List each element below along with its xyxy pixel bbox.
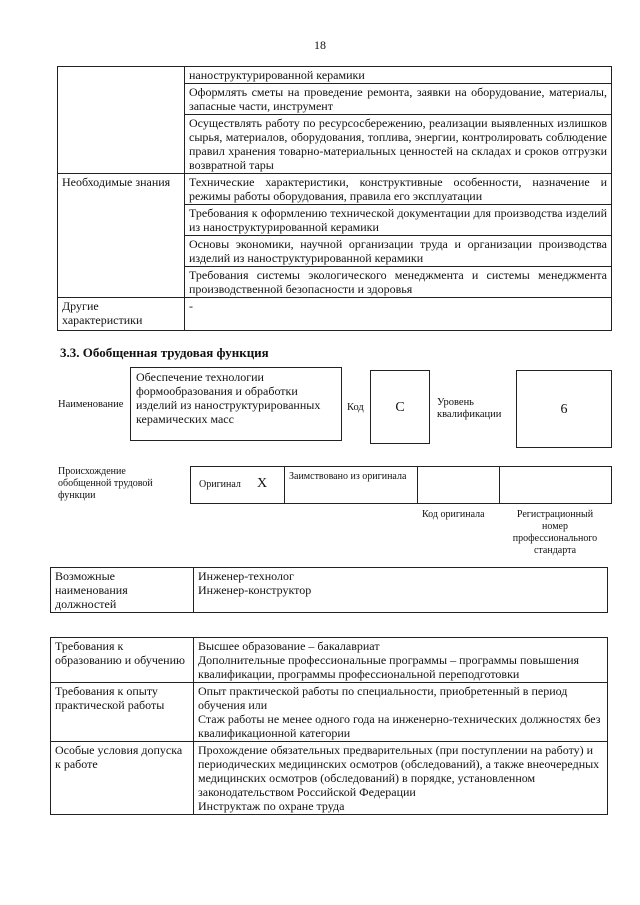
requirement-label: Особые условия допуска к работе — [51, 742, 194, 815]
skill-cell: Оформлять сметы на проведение ремонта, заявки на оборудование, материалы, запасные части, инструмент — [185, 84, 612, 115]
requirement-line: Прохождение обязательных предварительных (при поступлении на работу) и периодических медицинских осмотров (обследований), а также внеочередных медицинских осмотров (обследований) в порядке, установленном законодательством Российской Федерации — [198, 743, 600, 799]
code-value-box: C — [370, 370, 430, 444]
requirement-line: Дополнительные профессиональные программы – программы повышения квалификации, программы профессиональной переподготовки — [198, 653, 580, 681]
other-label: Другие характеристики — [58, 298, 185, 331]
requirements-table — [50, 637, 608, 815]
requirement-label: Требования к образованию и обучению — [51, 638, 194, 683]
original-cell — [190, 466, 285, 504]
table-row — [51, 683, 608, 742]
requirement-value — [194, 742, 608, 815]
positions-list — [194, 568, 608, 613]
function-name-box: Обеспечение технологии формообразования и обработки изделий из наноструктурированных керамических масс — [130, 367, 342, 441]
knowledge-cell: Требования системы экологического менеджмента и системы менеджмента производственной безопасности и здоровья — [185, 267, 612, 298]
table-row — [51, 638, 608, 683]
reg-number-caption: Регистрационный номер профессионального стандарта — [512, 509, 598, 556]
requirement-value — [194, 638, 608, 683]
knowledge-cell: Требования к оформлению технической документации для производства изделий из наноструктурированной керамики — [185, 205, 612, 236]
section-title: 3.3. Обобщенная трудовая функция — [60, 345, 269, 360]
knowledge-label: Необходимые знания — [58, 174, 185, 298]
other-value: - — [185, 298, 612, 331]
skill-cell: наноструктурированной керамики — [185, 67, 612, 84]
code-label: Код — [347, 402, 364, 413]
table-row — [51, 742, 608, 815]
level-label: Уровень квалификации — [437, 397, 502, 420]
requirement-label: Требования к опыту практической работы — [51, 683, 194, 742]
positions-label: Возможные наименования должностей — [51, 568, 194, 613]
reg-number-cell — [499, 466, 612, 504]
name-label: Наименование — [58, 399, 124, 410]
code-original-caption: Код оригинала — [422, 509, 485, 520]
code-original-cell — [417, 466, 500, 504]
skills-knowledge-table — [57, 66, 612, 331]
page-number: 18 — [314, 38, 326, 52]
requirement-line: Инструктаж по охране труда — [198, 799, 345, 813]
original-mark: X — [257, 476, 268, 491]
requirement-line: Опыт практической работы по специальности, приобретенный в период обучения или — [198, 684, 568, 712]
position-item: Инженер-технолог — [198, 569, 294, 583]
positions-table — [50, 567, 608, 613]
requirement-line: Высшее образование – бакалавриат — [198, 639, 380, 653]
level-value-box: 6 — [516, 370, 612, 448]
knowledge-cell: Основы экономики, научной организации труда и организации производства изделий из наноструктурированной керамики — [185, 236, 612, 267]
origin-label: Происхождение обобщенной трудовой функции — [58, 466, 153, 501]
requirement-value — [194, 683, 608, 742]
original-label: Оригинал — [199, 479, 241, 490]
skill-cell: Осуществлять работу по ресурсосбережению, реализации выявленных излишков сырья, материалов, оборудования, топлива, энергии, контролировать соблюдение правил хранения товарно-материальных ценностей на складах и сроков отгрузки возвратной тары — [185, 115, 612, 174]
knowledge-cell: Технические характеристики, конструктивные особенности, назначение и режимы работы оборудования, правила его эксплуатации — [185, 174, 612, 205]
position-item: Инженер-конструктор — [198, 583, 312, 597]
requirement-line: Стаж работы не менее одного года на инженерно-технических должностях без квалификационной категории — [198, 712, 601, 740]
borrowed-cell: Заимствовано из оригинала — [284, 466, 418, 504]
empty-label-cell — [58, 67, 185, 174]
